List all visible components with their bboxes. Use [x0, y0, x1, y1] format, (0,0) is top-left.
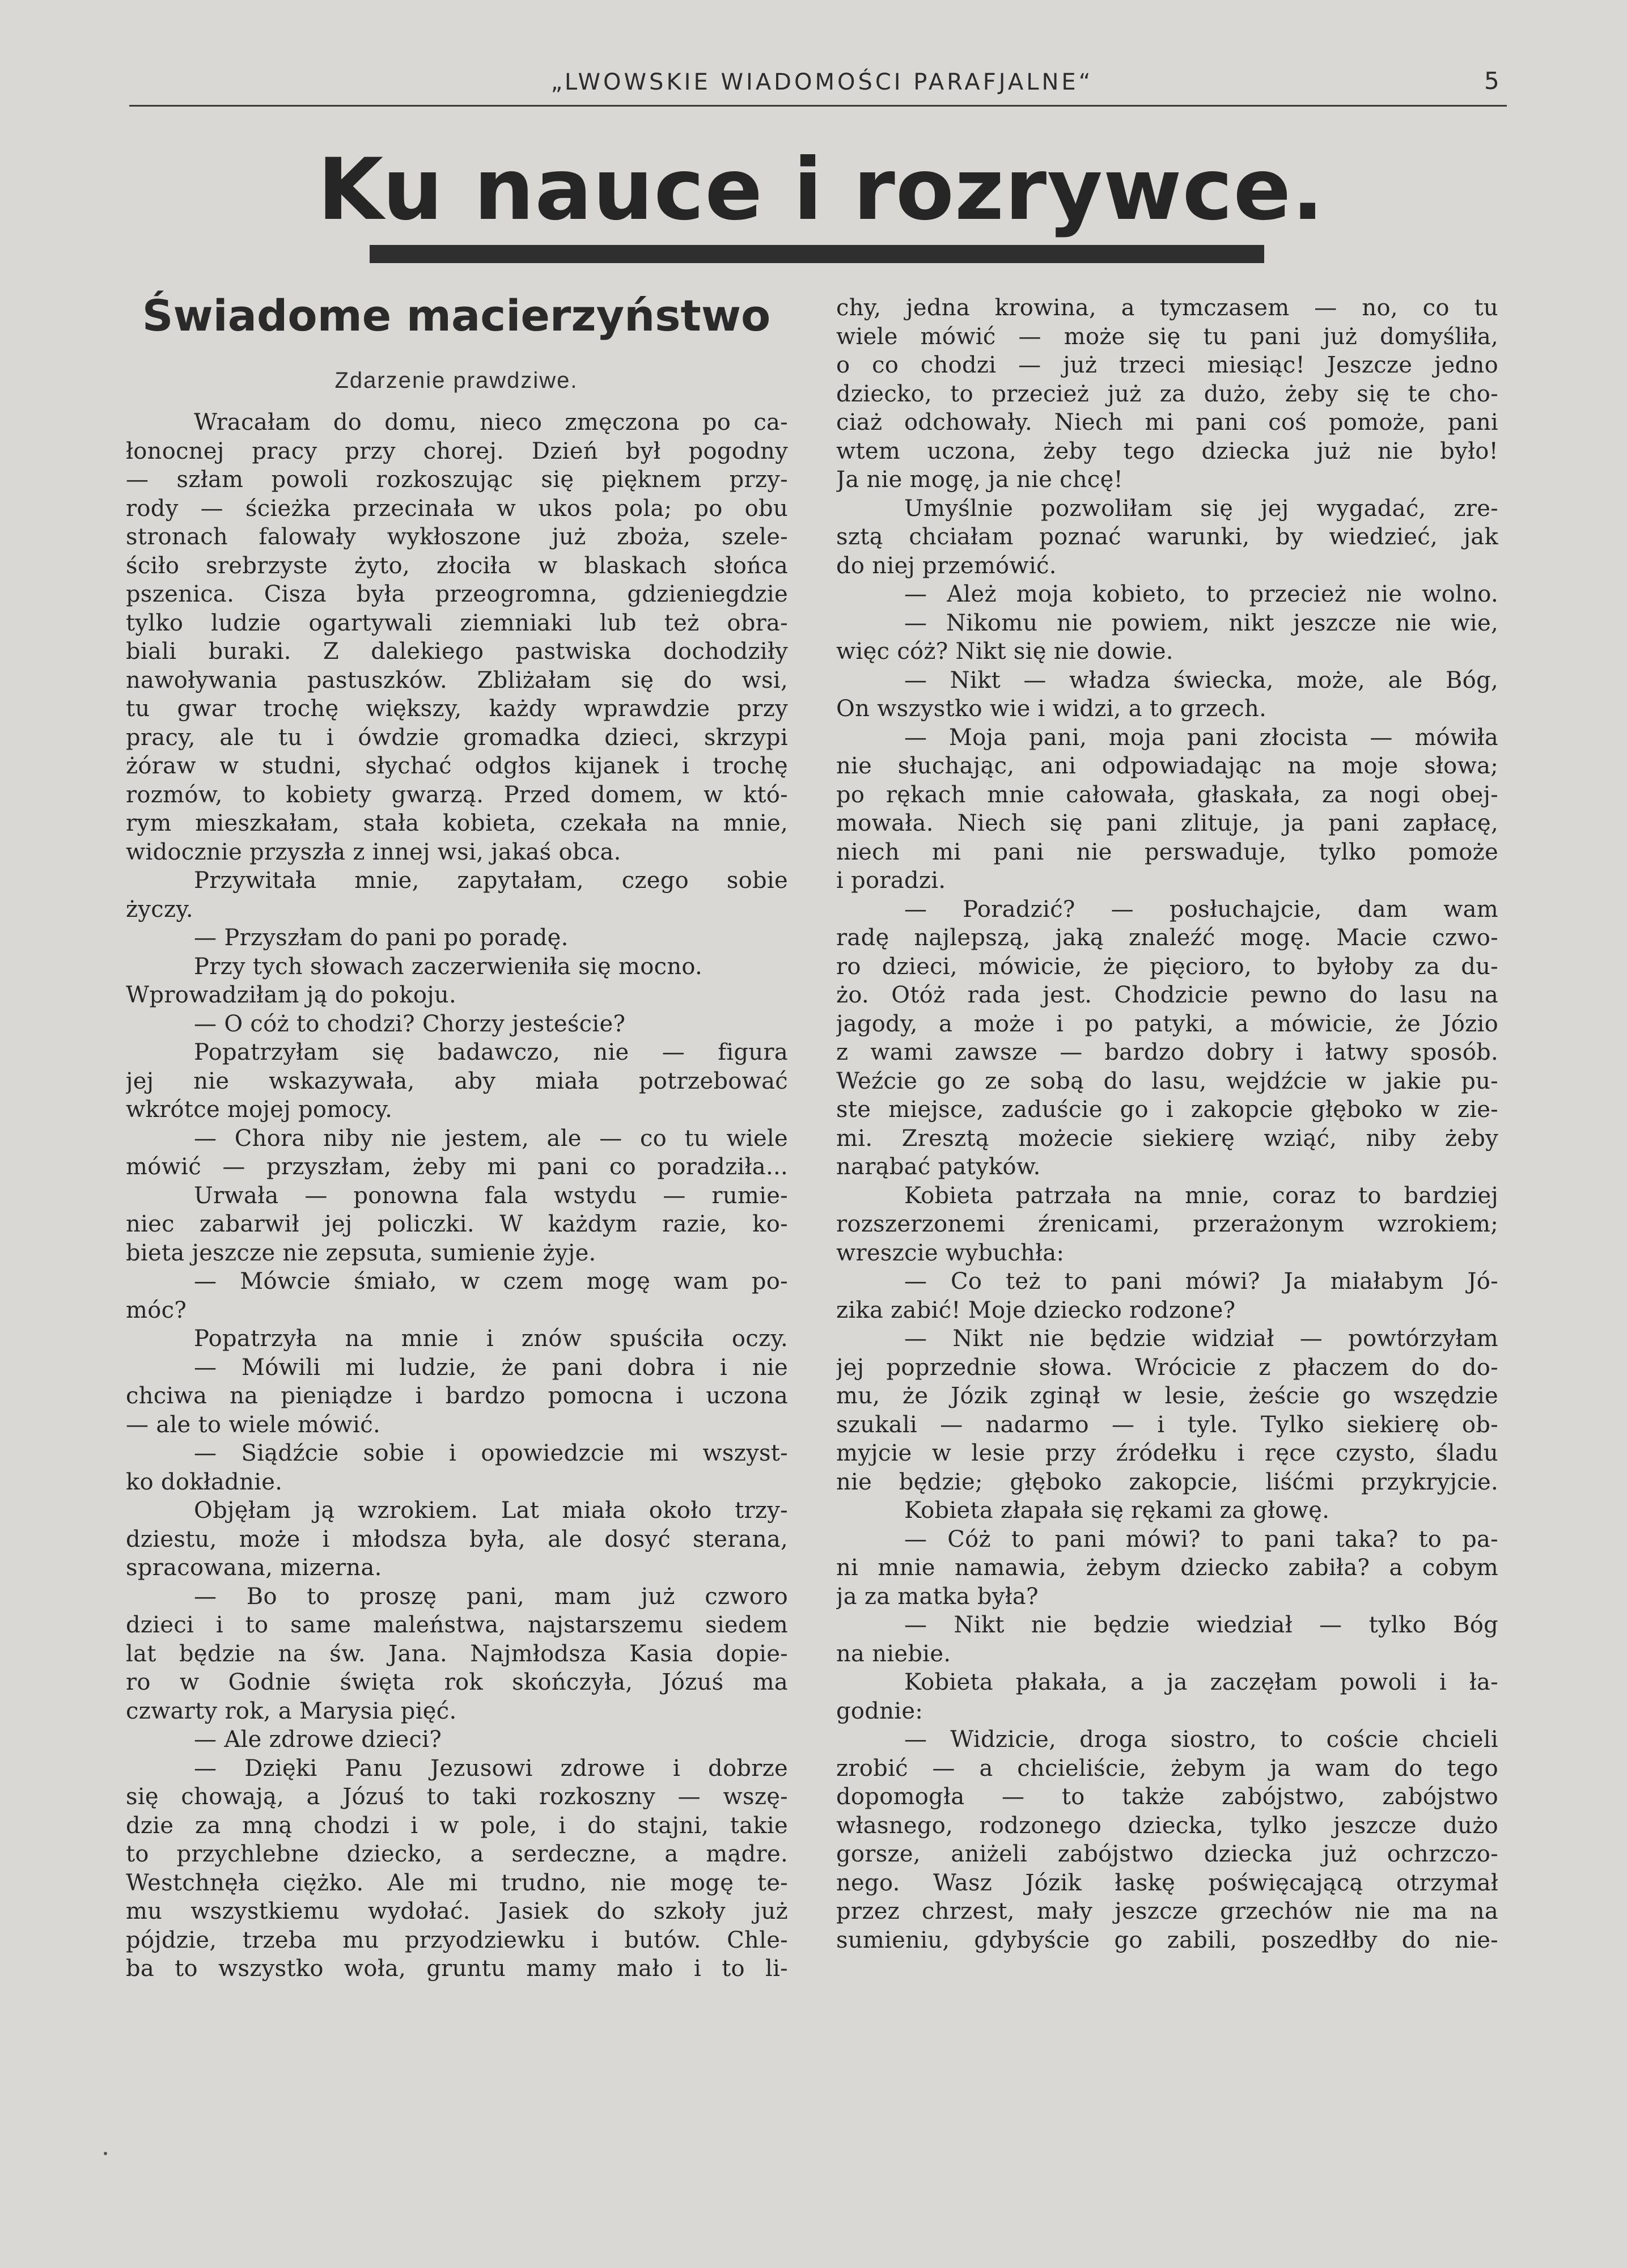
text-line: widocznie przyszła z innej wsi, jakaś obca. — [126, 839, 621, 865]
text-line: pszenica. Cisza była przeogromna, gdzieniegdzie — [126, 581, 788, 607]
text-line: Przy tych słowach zaczerwieniła się mocno. — [194, 953, 703, 980]
text-line: nawoływania pastuszków. Zbliżałam się do wsi, — [126, 667, 788, 693]
margin-speck — [104, 2152, 107, 2155]
text-line: mowała. Niech się pani zlituje, ja pani zapłacę, — [836, 810, 1498, 836]
text-line: bieta jeszcze nie zepsuta, sumienie żyje. — [126, 1239, 596, 1266]
left-text-column — [126, 408, 788, 1983]
text-line: Umyślnie pozwoliłam się jej wygadać, zre- — [904, 495, 1498, 522]
text-line: Wprowadziłam ją do pokoju. — [126, 982, 456, 1008]
text-line: biali buraki. Z dalekiego pastwiska dochodziły — [126, 638, 788, 665]
text-line: sztą chciałam poznać warunki, by wiedzieć, jak — [836, 524, 1498, 550]
text-line: ste miejsce, zaduście go i zakopcie głęboko w zie- — [836, 1097, 1498, 1123]
text-line: własnego, rodzonego dziecka, tylko jeszcze dużo — [836, 1812, 1498, 1839]
text-line: ściło srebrzyste żyto, złociła w blaskach słońca — [126, 552, 788, 579]
text-line: sumieniu, gdybyście go zabili, poszedłby do nie- — [836, 1927, 1498, 1953]
text-line: — Mówili mi ludzie, że pani dobra i nie — [194, 1354, 788, 1381]
text-line: chciwa na pieniądze i bardzo pomocna i uczona — [126, 1383, 788, 1409]
text-line: — Poradzić? — posłuchajcie, dam wam — [904, 896, 1498, 923]
text-line: — Ależ moja kobieto, to przecież nie wolno. — [904, 581, 1498, 607]
text-line: Popatrzyła na mnie i znów spuściła oczy. — [194, 1326, 788, 1352]
article-subtitle: Zdarzenie prawdziwe. — [334, 368, 578, 393]
text-line: On wszystko wie i widzi, a to grzech. — [836, 696, 1267, 722]
text-line: Popatrzyłam się badawczo, nie — figura — [194, 1039, 788, 1065]
text-line: ja za matka była? — [836, 1583, 1039, 1610]
text-line: wreszcie wybuchła: — [836, 1239, 1065, 1266]
text-line: Przywitała mnie, zapytałam, czego sobie — [194, 868, 788, 894]
text-line: o co chodzi — już trzeci miesiąc! Jeszcze jedno — [836, 352, 1498, 378]
text-line: Kobieta złapała się rękami za głowę. — [904, 1497, 1330, 1524]
text-line: ba to wszystko woła, gruntu mamy mało i to li- — [126, 1956, 788, 1982]
right-text-column — [836, 294, 1498, 1954]
text-line: ko dokładnie. — [126, 1469, 283, 1495]
text-line: szukali — nadarmo — i tyle. Tylko siekierę ob- — [836, 1411, 1498, 1438]
text-line: przez chrzest, mały jeszcze grzechów nie ma na — [836, 1898, 1498, 1924]
header-rule — [129, 105, 1507, 107]
text-line: nie będzie; głęboko zakopcie, liśćmi przykryjcie. — [836, 1469, 1498, 1495]
text-line: życzy. — [126, 896, 193, 923]
text-line: — Cóż to pani mówi? to pani taka? to pa- — [904, 1526, 1498, 1552]
text-line: jej nie wskazywała, aby miała potrzebować — [126, 1068, 788, 1094]
text-line: Urwała — ponowna fala wstydu — rumie- — [194, 1182, 788, 1209]
text-line: — Dzięki Panu Jezusowi zdrowe i dobrze — [194, 1755, 788, 1782]
text-line: narąbać patyków. — [836, 1154, 1041, 1180]
text-line: — Siądźcie sobie i opowiedzcie mi wszyst- — [194, 1440, 788, 1466]
text-line: — Ale zdrowe dzieci? — [194, 1727, 442, 1753]
text-line: pracy, ale tu i ówdzie gromadka dzieci, skrzypi — [126, 724, 788, 751]
text-line: niech mi pani nie perswaduje, tylko pomoże — [836, 839, 1498, 865]
text-line: rym mieszkałam, stała kobieta, czekała na mnie, — [126, 810, 788, 836]
text-line: dziestu, może i młodsza była, ale dosyć sterana, — [126, 1526, 788, 1552]
text-line: więc cóż? Nikt się nie dowie. — [836, 638, 1173, 665]
text-line: Ja nie mogę, ja nie chcę! — [836, 467, 1123, 493]
text-line: dzieci i to same maleństwa, najstarszemu siedem — [126, 1612, 788, 1638]
text-line: żóraw w studni, słychać odgłos kijanek i trochę — [126, 753, 788, 779]
text-line: — ale to wiele mówić. — [126, 1411, 380, 1438]
page-number: 5 — [1484, 67, 1499, 95]
text-line: żo. Otóż rada jest. Chodzicie pewno do lasu na — [836, 982, 1498, 1008]
text-line: — Przyszłam do pani po poradę. — [194, 925, 569, 951]
text-line: — O cóż to chodzi? Chorzy jesteście? — [194, 1010, 626, 1037]
text-line: zrobić — a chcieliście, żebym ja wam do tego — [836, 1755, 1498, 1782]
text-line: ro w Godnie święta rok skończyła, Józuś ma — [126, 1669, 788, 1695]
text-line: nego. Wasz Józik łaskę poświęcającą otrzymał — [836, 1869, 1498, 1896]
text-line: ro dzieci, mówicie, że pięcioro, to byłoby za du- — [836, 953, 1498, 980]
text-line: mówić — przyszłam, żeby mi pani co poradziła... — [126, 1154, 788, 1180]
text-line: rozszerzonemi źrenicami, przerażonym wzrokiem; — [836, 1211, 1498, 1237]
text-line: z wami zawsze — bardzo dobry i łatwy sposób. — [836, 1039, 1498, 1065]
text-line: — Nikt nie będzie wiedział — tylko Bóg — [904, 1612, 1498, 1638]
section-title-bar — [370, 245, 1264, 263]
text-line: — Widzicie, droga siostro, to coście chcieli — [904, 1727, 1498, 1753]
text-line: gorsze, aniżeli zabójstwo dziecka już ochrzczo- — [836, 1841, 1498, 1867]
text-line: na niebie. — [836, 1640, 951, 1667]
text-line: — Moja pani, moja pani złocista — mówiła — [904, 724, 1498, 751]
text-line: Kobieta patrzała na mnie, coraz to bardziej — [904, 1182, 1498, 1209]
text-line: Kobieta płakała, a ja zaczęłam powoli i ła- — [904, 1669, 1498, 1695]
section-title: Ku nauce i rozrywce. — [317, 141, 1325, 239]
text-line: — szłam powoli rozkoszując się pięknem przy- — [126, 467, 788, 493]
text-line: Weźcie go ze sobą do lasu, wejdźcie w jakie pu- — [836, 1068, 1498, 1094]
text-line: — Bo to proszę pani, mam już czworo — [194, 1583, 788, 1610]
text-line: zika zabić! Moje dziecko rodzone? — [836, 1297, 1236, 1323]
text-line: tylko ludzie ogartywali ziemniaki lub też obra- — [126, 610, 788, 636]
text-line: wtem uczona, żeby tego dziecka już nie było! — [836, 438, 1498, 464]
text-line: wkrótce mojej pomocy. — [126, 1097, 393, 1123]
text-line: mu wszystkiemu wydołać. Jasiek do szkoły już — [126, 1898, 788, 1924]
text-line: — Nikt nie będzie widział — powtórzyłam — [904, 1326, 1498, 1352]
text-line: jej poprzednie słowa. Wrócicie z płaczem do do- — [836, 1354, 1498, 1381]
text-line: czwarty rok, a Marysia pięć. — [126, 1698, 457, 1724]
text-line: chy, jedna krowina, a tymczasem — no, co tu — [836, 295, 1498, 321]
text-line: mi. Zresztą możecie siekierę wziąć, niby żeby — [836, 1125, 1498, 1152]
text-line: myjcie w lesie przy źródełku i ręce czysto, śladu — [836, 1440, 1498, 1466]
text-line: po rękach mnie całowała, głaskała, za nogi obej- — [836, 781, 1498, 808]
text-line: mu, że Józik zginął w lesie, żeście go wszędzie — [836, 1383, 1498, 1409]
text-line: móc? — [126, 1297, 187, 1323]
text-line: tu gwar trochę większy, każdy wprawdzie przy — [126, 696, 788, 722]
text-line: nie słuchając, ani odpowiadając na moje słowa; — [836, 753, 1498, 779]
publication-title: „LWOWSKIE WIADOMOŚCI PARAFJALNE“ — [550, 69, 1094, 95]
text-line: — Chora niby nie jestem, ale — co tu wiele — [194, 1125, 788, 1152]
article-title: Świadome macierzyństwo — [142, 290, 771, 341]
text-line: — Co też to pani mówi? Ja miałabym Jó- — [904, 1268, 1498, 1294]
text-line: lat będzie na św. Jana. Najmłodsza Kasia dopie- — [126, 1640, 788, 1667]
text-line: rozmów, to kobiety gwarzą. Przed domem, w któ- — [126, 781, 788, 808]
text-line: ni mnie namawia, żebym dziecko zabiła? a cobym — [836, 1555, 1498, 1581]
text-line: pójdzie, trzeba mu przyodziewku i butów. Chle- — [126, 1927, 788, 1953]
text-line: — Nikomu nie powiem, nikt jeszcze nie wie, — [904, 610, 1498, 636]
text-line: — Nikt — władza świecka, może, ale Bóg, — [904, 667, 1498, 693]
text-line: niec zabarwił jej policzki. W każdym razie, ko- — [126, 1211, 788, 1237]
text-line: się chowają, a Józuś to taki rozkoszny — wszę- — [126, 1784, 788, 1810]
text-line: łonocnej pracy przy chorej. Dzień był pogodny — [126, 438, 788, 464]
text-line: jagody, a może i po patyki, a mówicie, że Józio — [836, 1010, 1498, 1037]
text-line: i poradzi. — [836, 868, 946, 894]
text-line: dziecko, to przecież już za dużo, żeby się te cho- — [836, 380, 1498, 407]
text-line: radę najlepszą, jaką znaleźć mogę. Macie czwo- — [836, 925, 1498, 951]
text-line: to przychlebne dziecko, a serdeczne, a mądre. — [126, 1841, 788, 1867]
text-line: Objęłam ją wzrokiem. Lat miała około trzy- — [194, 1497, 788, 1524]
text-line: — Mówcie śmiało, w czem mogę wam po- — [194, 1268, 788, 1294]
text-line: dzie za mną chodzi i w pole, i do stajni, takie — [126, 1812, 788, 1839]
text-line: Wracałam do domu, nieco zmęczona po ca- — [194, 409, 788, 435]
text-line: godnie: — [836, 1698, 923, 1724]
text-line: wiele mówić — może się tu pani już domyśliła, — [836, 323, 1498, 350]
text-line: stronach falowały wykłoszone już zboża, szele- — [126, 524, 788, 550]
text-line: spracowana, mizerna. — [126, 1555, 382, 1581]
text-line: rody — ścieżka przecinała w ukos pola; po obu — [126, 495, 788, 522]
text-line: ciaż odchowały. Niech mi pani coś pomoże, pani — [836, 409, 1498, 435]
text-line: do niej przemówić. — [836, 552, 1057, 579]
text-line: Westchnęła ciężko. Ale mi trudno, nie mogę te- — [126, 1869, 788, 1896]
text-line: dopomogła — to także zabójstwo, zabójstwo — [836, 1784, 1498, 1810]
